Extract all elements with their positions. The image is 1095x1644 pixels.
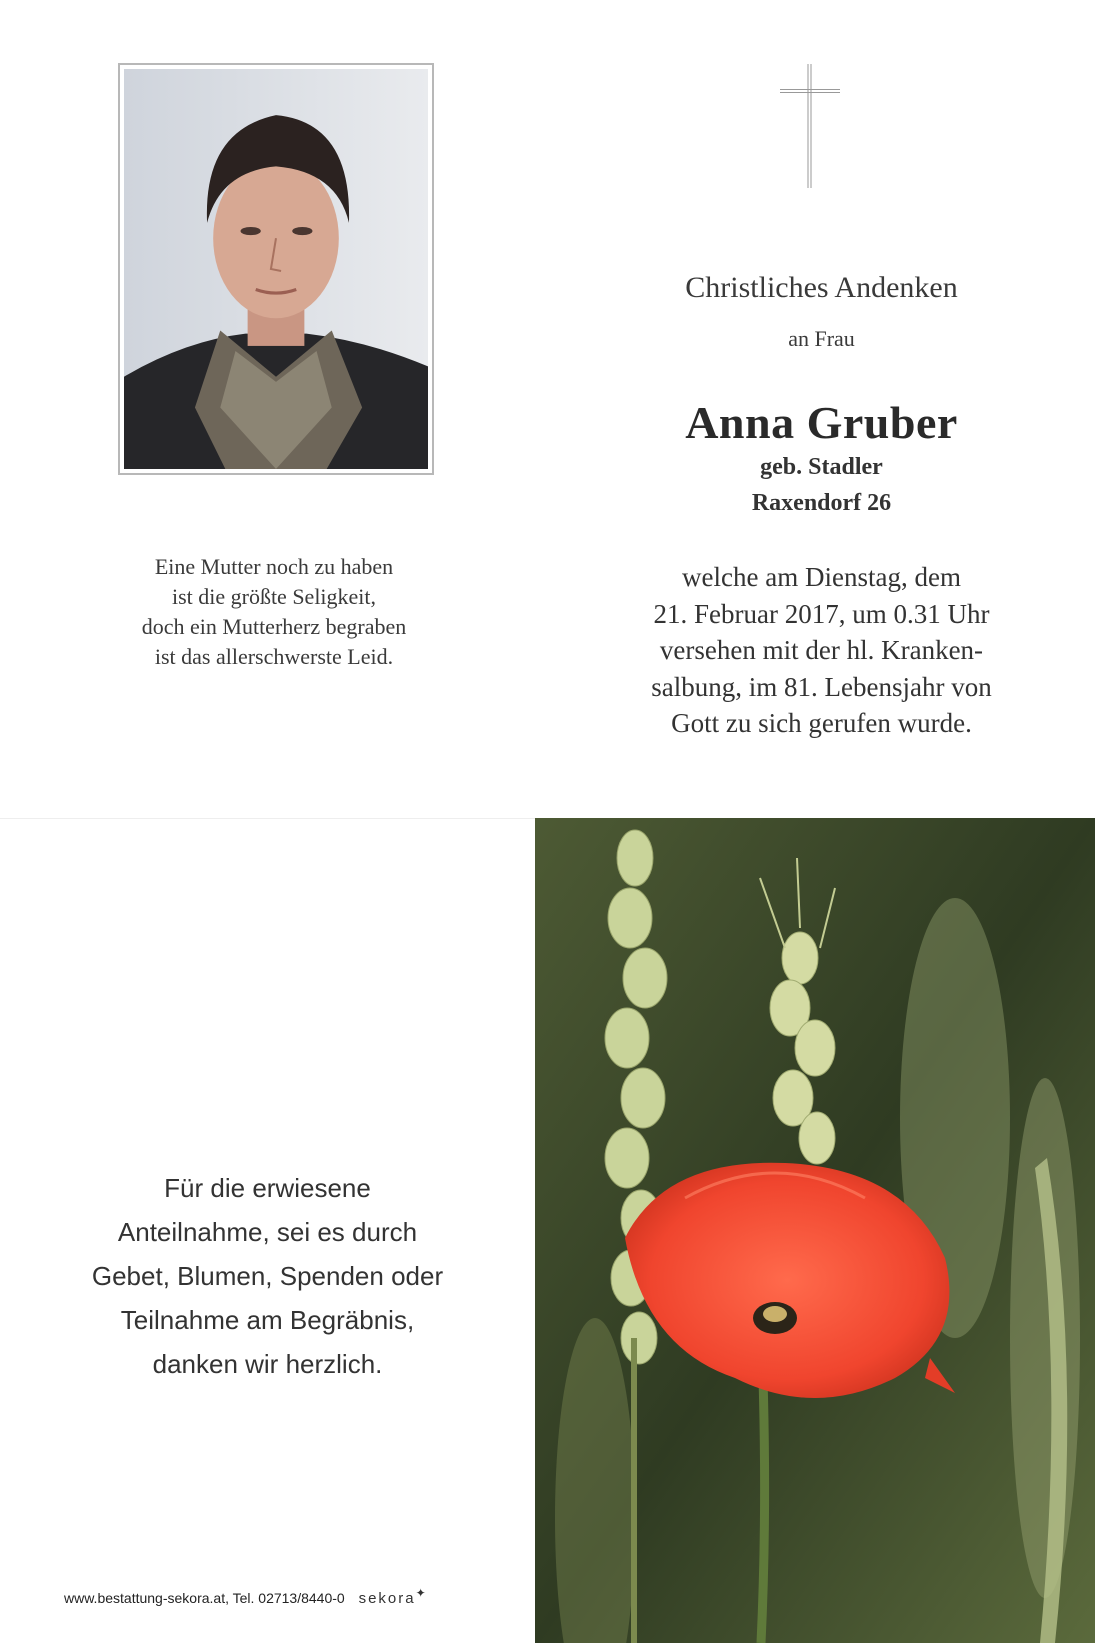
cover-photo bbox=[535, 818, 1095, 1643]
address: Raxendorf 26 bbox=[751, 490, 892, 516]
inside-right-page bbox=[548, 0, 1095, 816]
deceased-name: Anna Gruber bbox=[685, 397, 958, 448]
logo-text: sekora bbox=[358, 1590, 416, 1607]
maiden-name: geb. Stadler bbox=[760, 454, 883, 480]
poem bbox=[0, 552, 548, 672]
inside-left-page bbox=[0, 0, 549, 816]
funeral-home-footer bbox=[64, 1586, 428, 1607]
memorial-heading: Christliches Andenken bbox=[685, 271, 958, 304]
thanks-line: danken wir herzlich. bbox=[152, 1349, 383, 1379]
obituary-line: salbung, im 81. Lebensjahr von bbox=[651, 671, 992, 702]
bird-icon: ✦ bbox=[415, 1586, 428, 1600]
obituary-line: versehen mit der hl. Kranken- bbox=[659, 635, 984, 665]
poppy-wheat-image bbox=[535, 818, 1095, 1643]
funeral-home-logo bbox=[358, 1586, 428, 1607]
obituary-text bbox=[548, 559, 1095, 742]
thanks-line: Für die erwiesene bbox=[164, 1173, 371, 1203]
cross-icon bbox=[778, 62, 842, 190]
portrait-image bbox=[124, 69, 428, 469]
footer-contact: www.bestattung-sekora.at, Tel. 02713/8440-0 bbox=[64, 1590, 345, 1606]
obituary-line: welche am Dienstag, dem bbox=[682, 562, 961, 592]
thanks-line: Anteilnahme, sei es durch bbox=[117, 1217, 418, 1247]
portrait-photo bbox=[118, 63, 434, 475]
poem-line: Eine Mutter noch zu haben bbox=[154, 554, 394, 579]
obituary-line: Gott zu sich gerufen wurde. bbox=[671, 708, 972, 738]
thanks-message bbox=[0, 1166, 535, 1386]
salutation: an Frau bbox=[788, 326, 855, 351]
thanks-line: Gebet, Blumen, Spenden oder bbox=[91, 1261, 444, 1291]
thanks-line: Teilnahme am Begräbnis, bbox=[120, 1305, 415, 1335]
poem-line: ist die größte Seligkeit, bbox=[171, 584, 377, 609]
poem-line: doch ein Mutterherz begraben bbox=[141, 614, 407, 639]
poem-line: ist das allerschwerste Leid. bbox=[154, 644, 394, 669]
obituary-line: 21. Februar 2017, um 0.31 Uhr bbox=[653, 598, 990, 629]
